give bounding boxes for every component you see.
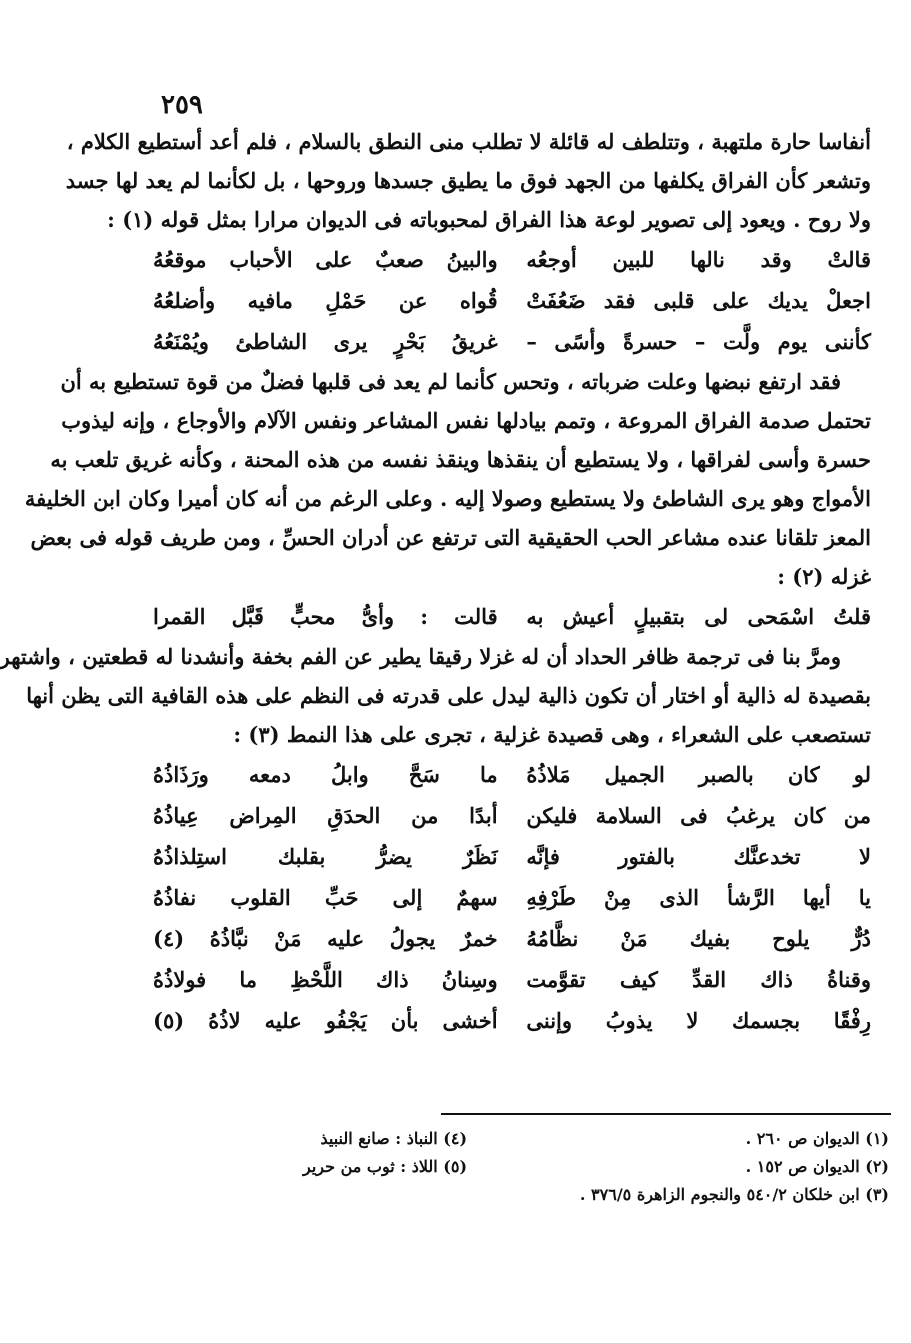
footnote: (٢) الديوان ص ١٥٢ .	[745, 1157, 889, 1176]
footnote: (١) الديوان ص ٢٦٠ .	[745, 1129, 889, 1148]
text-line: أنفاسا حارة ملتهبة ، وتتلطف له قائلة لا تطلب منى النطق بالسلام ، فلم أعد أستطيع الكلام ،	[66, 129, 871, 154]
verse-line	[153, 321, 871, 362]
verse-first-hemistich: رِفْقًا بجسمك لا يذوبُ وإننى	[526, 1008, 871, 1033]
verse-second-hemistich: قالت : وأىُّ محبٍّ قَبَّل القمرا	[153, 604, 498, 629]
footnote: (٣) ابن خلكان ٥٤٠/٢ والنجوم الزاهرة ٣٧٦/٥ .	[579, 1185, 889, 1204]
verse-block-3	[153, 754, 871, 1041]
verse-first-hemistich: دُرٌّ يلوح بفيك مَنْ نظَّامُهُ	[526, 926, 871, 951]
verse-second-hemistich: قُواه عن حَمْلِ مافيه وأضلعُهُ	[153, 288, 498, 313]
verse-line	[153, 280, 871, 321]
verse-line	[153, 877, 871, 918]
text-line: حسرة وأسى لفراقها ، ولا يستطيع أن ينقذها وينقذ نفسه من هذه المحنة ، وكأنه غريق تلعب به	[50, 447, 871, 472]
verse-line	[153, 918, 871, 959]
verse-line	[153, 596, 871, 637]
verse-second-hemistich: وسِنانُ ذاك اللَّحْظِ ما فولاذُهُ	[153, 967, 498, 992]
footnotes-right-column	[580, 1125, 889, 1209]
verse-first-hemistich: لا تخدعنَّك بالفتور فإنَّه	[526, 844, 871, 869]
verse-first-hemistich: قلتُ اسْمَحى لى بتقبيلٍ أعيش به	[526, 604, 871, 629]
text-line: غزله (٢) :	[777, 564, 871, 589]
verse-line	[153, 959, 871, 1000]
page-body	[0, 122, 871, 1041]
verse-second-hemistich: سهمٌ إلى حَبِّ القلوب نفاذُهُ	[153, 885, 498, 910]
verse-second-hemistich: نَظَرٌ يضرُّ بقلبك استِلذاذُهُ	[153, 844, 498, 869]
verse-first-hemistich: اجعلْ يديك على قلبى فقد ضَعُفَتْ	[526, 288, 871, 313]
text-line: وتشعر كأن الفراق يكلفها من الجهد فوق ما يطيق جسدها وروحها ، بل لكأنما لم يعد لها جسد	[65, 168, 871, 193]
verse-second-hemistich: والبينُ صعبٌ على الأحباب موقعُهُ	[153, 247, 498, 272]
verse-first-hemistich: كأننى يوم ولَّت – حسرةً وأسًى –	[526, 329, 871, 354]
verse-second-hemistich: خمرٌ يجولُ عليه مَنْ نبَّاذُهُ (٤)	[153, 926, 498, 951]
text-line: تستصعب على الشعراء ، وهى قصيدة غزلية ، تجرى على هذا النمط (٣) :	[233, 722, 871, 747]
verse-first-hemistich: وقناةُ ذاك القدِّ كيف تقوَّمت	[526, 967, 871, 992]
text-line: ومرَّ بنا فى ترجمة ظافر الحداد أن له غزلا رقيقا يطير عن الفم بخفة وأنشدنا له قطعتين ، واشتهر	[0, 644, 841, 669]
footnote: (٥) اللاذ : ثوب من حرير	[303, 1157, 468, 1176]
text-line: المعز تلقانا عنده مشاعر الحب الحقيقية التى ترتفع عن أدران الحسِّ ، ومن طريف قوله فى بعض	[30, 525, 871, 550]
verse-first-hemistich: لو كان بالصبر الجميل مَلاذُهُ	[526, 762, 871, 787]
verse-line	[153, 1000, 871, 1041]
verse-line	[153, 795, 871, 836]
footnote: (٤) النباذ : صانع النبيذ	[320, 1129, 468, 1148]
text-line: الأمواج وهو يرى الشاطئ ولا يستطيع وصولا إليه . وعلى الرغم من أنه كان أميرا وكان ابن الخليفة	[24, 486, 871, 511]
text-line: فقد ارتفع نبضها وعلت ضرباته ، وتحس كأنما لم يعد فى قلبها فضلٌ من قوة تستطيع به أن	[60, 369, 841, 394]
verse-first-hemistich: يا أيها الرَّشأ الذى مِنْ طَرْفِهِ	[526, 885, 871, 910]
verse-line	[153, 754, 871, 795]
verse-second-hemistich: أخشى بأن يَجْفُو عليه لاذُهُ (٥)	[153, 1008, 498, 1033]
footnotes-left-column	[153, 1125, 467, 1209]
page-number: ٢٥٩	[161, 90, 203, 120]
text-line: تحتمل صدمة الفراق المروعة ، وتمم بيادلها نفس المشاعر ونفس الآلام والأوجاع ، وإنه ليذوب	[61, 408, 871, 433]
footnotes	[153, 1125, 889, 1209]
verse-line	[153, 836, 871, 877]
verse-block-1	[153, 239, 871, 362]
verse-second-hemistich: غريقُ بَحْرٍ يرى الشاطئ ويُمْنَعُهُ	[153, 329, 498, 354]
footnote-divider	[441, 1113, 891, 1115]
verse-first-hemistich: قالتْ وقد نالها للبين أوجعُه	[526, 247, 871, 272]
verse-second-hemistich: أبدًا من الحدَقِ المِراض عِياذُهُ	[153, 803, 498, 828]
text-line: ولا روح . ويعود إلى تصوير لوعة هذا الفراق لمحبوباته فى الديوان مرارا بمثل قوله (١) :	[107, 207, 871, 232]
verse-second-hemistich: ما سَحَّ وابلُ دمعه ورَذَاذُهُ	[153, 762, 498, 787]
verse-line	[153, 239, 871, 280]
verse-first-hemistich: من كان يرغبُ فى السلامة فليكن	[526, 803, 871, 828]
text-line: بقصيدة له ذالية أو اختار أن تكون ذالية ليدل على قدرته فى النظم على هذه القافية التى يظن أنها	[26, 683, 871, 708]
